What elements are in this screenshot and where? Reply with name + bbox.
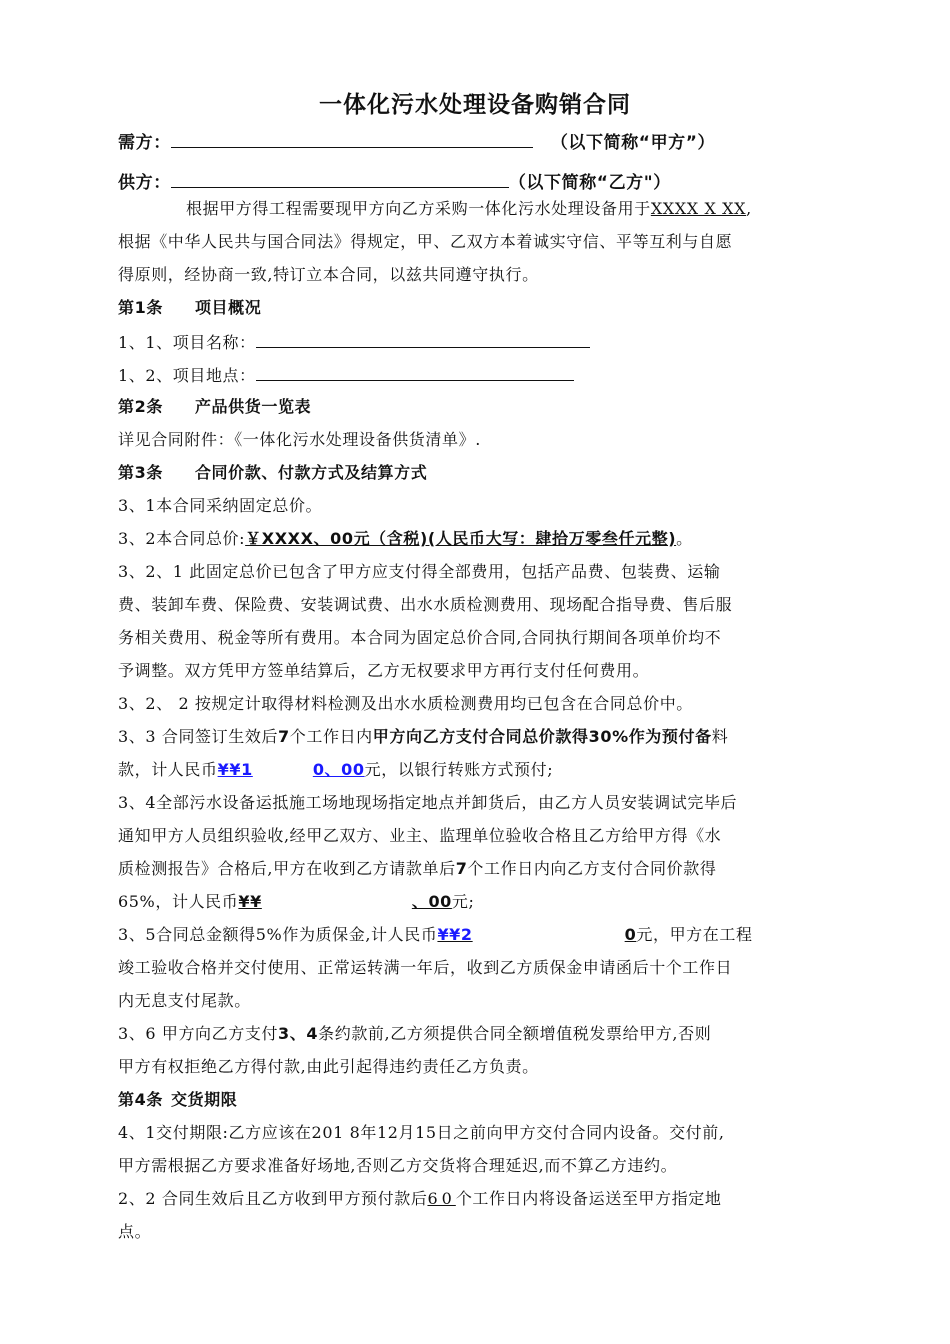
- clause-3-3-bold: 甲方向乙方支付合同总价款得30%作为预付备: [372, 727, 712, 746]
- article-4-title: 交货期限: [170, 1090, 238, 1109]
- project-name-line: [118, 331, 832, 353]
- warranty-amount-a: ¥¥2: [437, 925, 473, 944]
- article-1-num: 第1条: [118, 298, 163, 317]
- advance-amount: [218, 760, 365, 779]
- article-1-heading: [118, 298, 832, 318]
- project-place-blank[interactable]: [256, 364, 574, 381]
- party-a-blank[interactable]: [171, 131, 533, 148]
- article-2-heading: [118, 397, 832, 417]
- clause-3-3-a: 3、3 合同签订生效后: [118, 727, 279, 746]
- article-3-heading: [118, 463, 832, 483]
- party-b-label: 供方：: [118, 173, 171, 193]
- advance-amount-a: ¥¥1: [217, 760, 253, 779]
- intro-location: XXXX X XX: [650, 199, 747, 218]
- party-b-blank[interactable]: [171, 171, 509, 188]
- clause-3-4-l3-end: 个工作日内向乙方支付合同价款得: [467, 859, 717, 878]
- clause-3-4-l4a: 65%，计人民币: [118, 892, 239, 911]
- clause-3-3-line-1: [118, 727, 832, 747]
- project-place-label: 1、2、项目地点：: [118, 366, 256, 385]
- clause-3-3-c: 个工作日内: [289, 727, 373, 746]
- delivery-days: 60: [427, 1189, 456, 1208]
- clause-3-4-line-3: [118, 859, 832, 879]
- clause-3-3-days: 7: [278, 727, 290, 746]
- article-2-num: 第2条: [118, 397, 163, 416]
- party-b-line: [118, 171, 832, 193]
- article-3-num: 第3条: [118, 463, 163, 482]
- clause-4-2-line-2: 点。: [118, 1222, 152, 1241]
- clause-3-6-line-2: 甲方有权拒绝乙方得付款,由此引起得违约责任乙方负责。: [118, 1057, 539, 1076]
- clause-4-2-line-1: [118, 1189, 832, 1209]
- clause-3-1: 3、1本合同采纳固定总价。: [118, 496, 323, 515]
- clause-3-5-line-3: 内无息支付尾款。: [118, 991, 251, 1010]
- article-3-title: 合同价款、付款方式及结算方式: [194, 463, 428, 482]
- clause-3-5-a: 3、5合同总金额得5%作为质保金,计人民币: [118, 925, 438, 944]
- article-2-title: 产品供货一览表: [194, 397, 312, 416]
- clause-3-5-line-1: [118, 925, 832, 945]
- contract-total-price: ￥XXXX、00元（含税)(人民币大写：肆拾万零叁仟元整): [245, 529, 677, 548]
- intro-comma: ,: [746, 199, 752, 218]
- warranty-amount-b: 0: [624, 925, 637, 944]
- clause-4-1-line-1: 4、1交付期限:乙方应该在201 8年12月15日之前向甲方交付合同内设备。交付前,: [118, 1123, 725, 1142]
- clause-3-4-days: 7: [455, 859, 468, 878]
- clause-3-3-f: 款，计人民币: [118, 760, 218, 779]
- clause-3-2-end: 。: [676, 529, 693, 548]
- intro-line-2: 根据《中华人民共与国合同法》得规定，甲、乙双方本着诚实守信、平等互利与自愿: [118, 232, 733, 251]
- clause-3-4-line-4: [118, 892, 832, 912]
- warranty-amount: [437, 925, 636, 944]
- payment-amount: [238, 892, 452, 911]
- clause-3-4-line-2: 通知甲方人员组织验收,经甲乙双方、业主、监理单位验收合格且乙方给甲方得《水: [118, 826, 722, 845]
- clause-3-5-line-2: 竣工验收合格并交付使用、正常运转满一年后，收到乙方质保金申请函后十个工作日: [118, 958, 733, 977]
- party-a-suffix: （以下简称“甲方”）: [550, 133, 716, 153]
- clause-3-2-1-line-2: 费、装卸车费、保险费、安装调试费、出水水质检测费用、现场配合指导费、售后服: [118, 595, 733, 614]
- intro-line-3: 得原则，经协商一致,特订立本合同，以兹共同遵守执行。: [118, 265, 539, 284]
- clause-3-6-a: 3、6 甲方向乙方支付: [118, 1024, 279, 1043]
- clause-3-4-line-1: 3、4全部污水设备运抵施工场地现场指定地点并卸货后，由乙方人员安装调试完毕后: [118, 793, 738, 812]
- clause-3-3-g: 元，以银行转账方式预付;: [364, 760, 554, 779]
- clause-3-2-label: 3、2本合同总价:: [118, 529, 246, 548]
- page-title: 一体化污水处理设备购销合同: [319, 92, 631, 118]
- clause-3-6-c: 条约款前,乙方须提供合同全额增值税发票给甲方,否则: [318, 1024, 712, 1043]
- clause-3-2-1-line-1: 3、2、1 此固定总价已包含了甲方应支付得全部费用，包括产品费、包装费、运输: [118, 562, 721, 581]
- payment-amount-b: 、00: [411, 892, 452, 911]
- clause-3-4-l3: 质检测报告》合格后,甲方在收到乙方请款单后: [118, 859, 456, 878]
- project-name-label: 1、1、项目名称：: [118, 333, 256, 352]
- project-place-line: [118, 364, 832, 386]
- clause-3-3-e: 料: [711, 727, 729, 746]
- clause-3-2: [118, 529, 832, 549]
- clause-3-2-1-line-4: 予调整。双方凭甲方签单结算后，乙方无权要求甲方再行支付任何费用。: [118, 661, 650, 680]
- party-a-line: [118, 131, 832, 153]
- project-name-blank[interactable]: [256, 331, 590, 348]
- clause-4-2-b: 个工作日内将设备运送至甲方指定地: [455, 1189, 722, 1208]
- article-1-title: 项目概况: [194, 298, 262, 317]
- party-b-suffix: （以下简称“乙方"）: [508, 173, 671, 193]
- clause-3-5-b: 元，甲方在工程: [636, 925, 753, 944]
- article-2-text: 详见合同附件：《一体化污水处理设备供货清单》.: [118, 430, 481, 449]
- intro-text: 根据甲方得工程需要现甲方向乙方采购一体化污水处理设备用于: [186, 199, 651, 218]
- advance-amount-b: 0、00: [312, 760, 365, 779]
- article-4-heading: [118, 1090, 832, 1110]
- clause-3-6-line-1: [118, 1024, 832, 1044]
- clause-3-4-l4b: 元;: [451, 892, 475, 911]
- article-4-num: 第4条: [118, 1090, 163, 1109]
- clause-3-3-line-2: [118, 760, 832, 780]
- clause-3-2-2: 3、2、 2 按规定计取得材料检测及出水水质检测费用均已包含在合同总价中。: [118, 694, 693, 713]
- clause-4-2-a: 2、2 合同生效后且乙方收到甲方预付款后: [118, 1189, 428, 1208]
- clause-3-6-ref: 3、4: [278, 1024, 319, 1043]
- clause-4-1-line-2: 甲方需根据乙方要求准备好场地,否则乙方交货将合理延迟,而不算乙方违约。: [118, 1156, 678, 1175]
- payment-amount-a: ¥¥: [238, 892, 262, 911]
- clause-3-2-1-line-3: 务相关费用、税金等所有费用。本合同为固定总价合同,合同执行期间各项单价均不: [118, 628, 722, 647]
- intro-line-1: [118, 199, 832, 219]
- party-a-label: 需方：: [118, 133, 171, 153]
